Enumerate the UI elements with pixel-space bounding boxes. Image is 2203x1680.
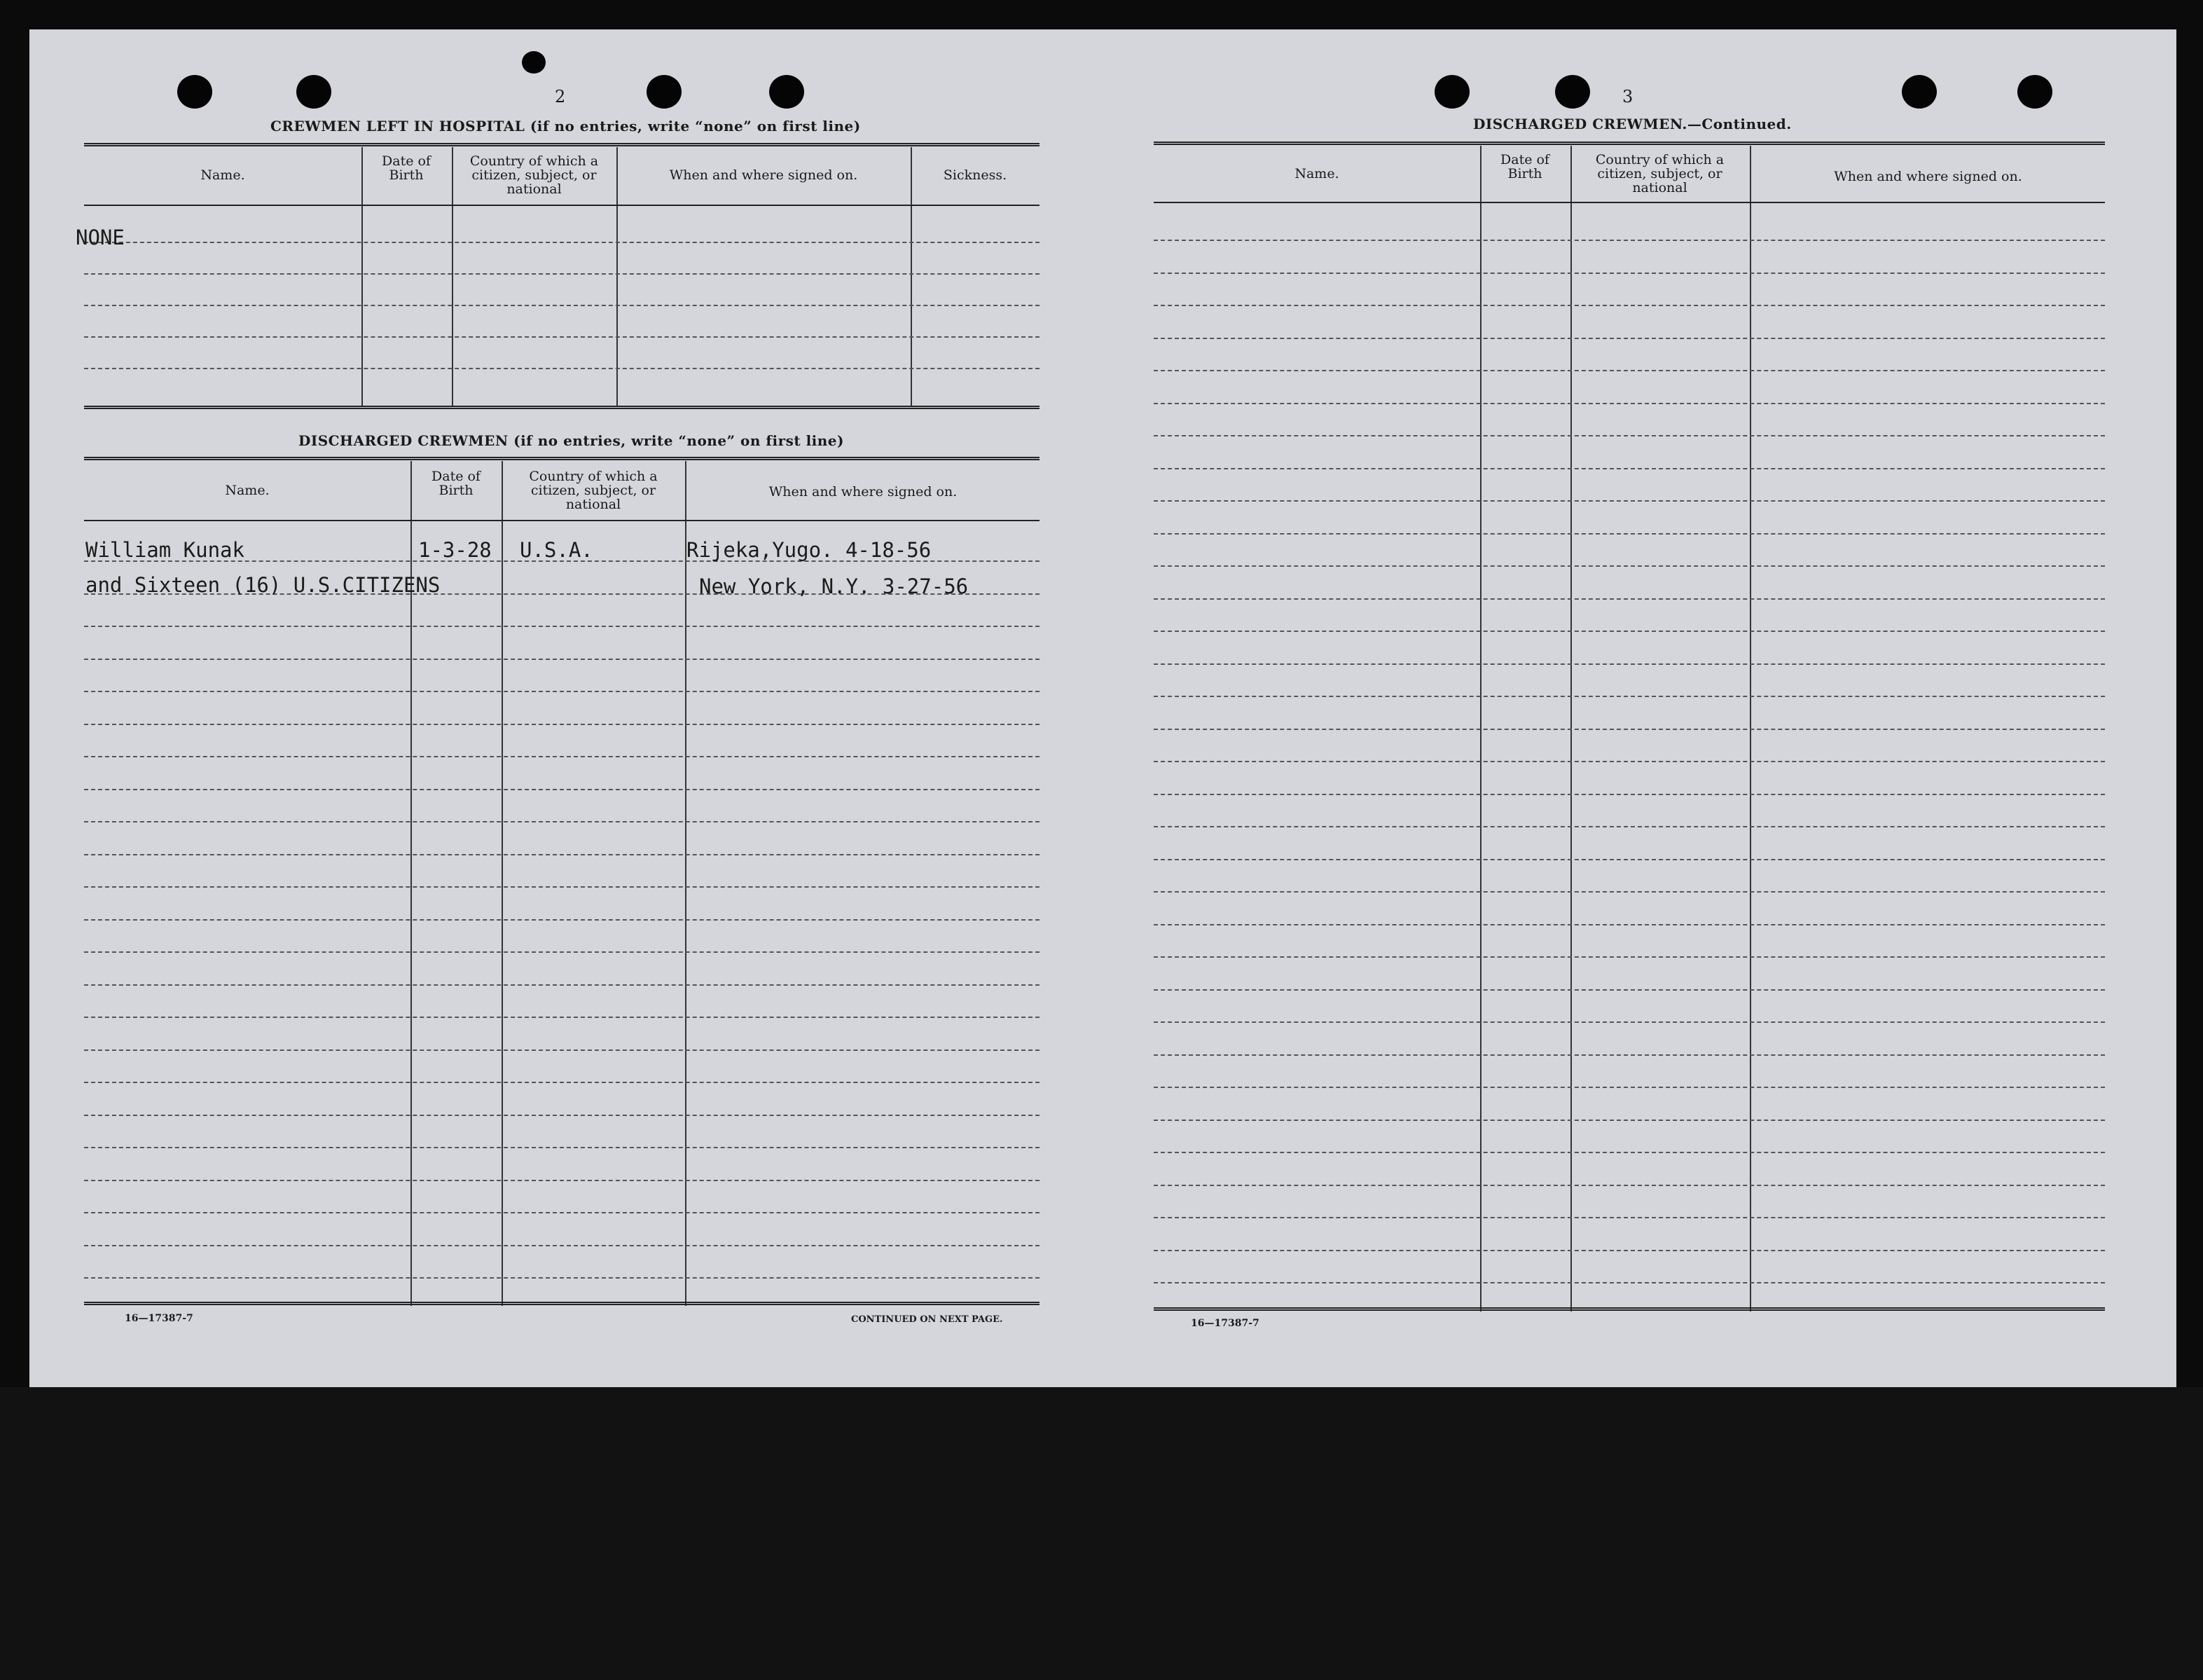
row-line — [84, 821, 1040, 822]
discharged-title: DISCHARGED CREWMEN — [298, 432, 509, 449]
row-line — [1154, 565, 2105, 567]
hospital-header-rule — [84, 205, 1040, 206]
discharged-section-title — [298, 432, 844, 449]
right-title-suffix: —Continued. — [1687, 116, 1792, 132]
row-line — [1154, 826, 2105, 827]
row-line — [1154, 1152, 2105, 1153]
right-col-country: Country of which a citizen, subject, or national — [1595, 152, 1725, 195]
row-line — [1154, 794, 2105, 795]
row-line — [1154, 1217, 2105, 1218]
row-line — [1154, 240, 2105, 241]
hospital-col-sickness: Sickness. — [943, 167, 1007, 183]
discharged-bottom-rule — [84, 1302, 1040, 1305]
discharged-row-2-name: and Sixteen (16) U.S.CITIZENS — [85, 573, 441, 597]
right-col-dob: Date of Birth — [1500, 152, 1549, 181]
row-line — [1154, 924, 2105, 925]
hospital-section-title — [270, 118, 861, 135]
row-line — [1154, 859, 2105, 860]
row-line — [1154, 468, 2105, 469]
discharged-row-2-signed-on: New York, N.Y. 3-27-56 — [699, 574, 969, 598]
row-line — [1154, 761, 2105, 762]
right-col-when: When and where signed on. — [1834, 169, 2022, 184]
row-line — [1154, 1021, 2105, 1023]
row-line — [1154, 1120, 2105, 1121]
hospital-entry-none: NONE — [76, 226, 125, 249]
row-line — [1154, 956, 2105, 958]
row-line — [84, 659, 1040, 660]
row-line — [84, 984, 1040, 986]
discharged-note: (if no entries, write “none” on first line) — [513, 432, 844, 449]
row-line — [1154, 1250, 2105, 1251]
row-line — [84, 1017, 1040, 1018]
row-line — [1154, 663, 2105, 665]
row-line — [84, 1049, 1040, 1051]
row-line — [84, 1082, 1040, 1083]
row-line — [84, 854, 1040, 855]
row-line — [84, 242, 1040, 243]
hospital-bottom-rule — [84, 406, 1040, 409]
row-line — [1154, 729, 2105, 730]
right-top-rule — [1154, 142, 2105, 145]
row-line — [84, 1245, 1040, 1246]
row-line — [1154, 403, 2105, 404]
discharged-row-1-signed-on: Rijeka,Yugo. 4-18-56 — [686, 538, 932, 562]
hospital-title: CREWMEN LEFT IN HOSPITAL — [270, 118, 525, 135]
right-header-rule — [1154, 202, 2105, 203]
punch-hole — [177, 75, 212, 109]
discharged-col-dob: Date of Birth — [431, 469, 481, 498]
right-col-name: Name. — [1294, 166, 1339, 181]
punch-hole — [522, 51, 546, 74]
page-number: 2 — [555, 87, 566, 106]
document-sheet — [29, 29, 2176, 1387]
row-line — [1154, 370, 2105, 371]
hospital-note: (if no entries, write “none” on first line) — [530, 118, 861, 135]
row-line — [84, 273, 1040, 275]
hospital-col-country: Country of which a citizen, subject, or national — [469, 153, 599, 197]
punch-hole — [769, 75, 804, 109]
continued-note: CONTINUED ON NEXT PAGE. — [851, 1314, 1003, 1325]
row-line — [84, 789, 1040, 790]
row-line — [1154, 891, 2105, 893]
right-section-title — [1473, 116, 1792, 132]
discharged-col-country: Country of which a citizen, subject, or national — [529, 469, 658, 512]
discharged-header-rule — [84, 520, 1040, 521]
discharged-row-1-country: U.S.A. — [520, 538, 593, 562]
row-line — [1154, 1282, 2105, 1283]
hospital-col-name: Name. — [200, 167, 245, 183]
punch-hole — [296, 75, 331, 109]
hospital-top-rule — [84, 143, 1040, 146]
row-line — [84, 756, 1040, 757]
row-line — [84, 1277, 1040, 1279]
row-line — [84, 1212, 1040, 1213]
scanner-background — [0, 1387, 2203, 1680]
discharged-col-name: Name. — [225, 483, 270, 498]
punch-hole — [2017, 75, 2052, 109]
row-line — [84, 886, 1040, 888]
row-line — [84, 626, 1040, 627]
row-line — [84, 1147, 1040, 1148]
punch-hole — [1555, 75, 1590, 109]
punch-hole — [1435, 75, 1470, 109]
row-line — [1154, 1185, 2105, 1186]
punch-hole — [647, 75, 682, 109]
right-bottom-rule — [1154, 1307, 2105, 1311]
row-line — [1154, 696, 2105, 697]
right-form-number: 16—17387-7 — [1191, 1318, 1259, 1329]
row-line — [84, 1115, 1040, 1116]
row-line — [1154, 989, 2105, 991]
row-line — [1154, 305, 2105, 306]
row-line — [84, 305, 1040, 306]
page-number: 3 — [1622, 87, 1634, 106]
row-line — [1154, 435, 2105, 436]
discharged-top-rule — [84, 457, 1040, 460]
row-line — [1154, 500, 2105, 502]
left-form-number: 16—17387-7 — [125, 1313, 193, 1324]
row-line — [84, 951, 1040, 953]
hospital-col-dob: Date of Birth — [382, 153, 431, 183]
right-title: DISCHARGED CREWMEN. — [1473, 116, 1687, 132]
row-line — [1154, 1087, 2105, 1088]
row-line — [84, 724, 1040, 725]
row-line — [84, 919, 1040, 921]
row-line — [1154, 533, 2105, 535]
row-line — [1154, 1054, 2105, 1056]
discharged-col-when: When and where signed on. — [768, 484, 958, 500]
discharged-row-1-name: William Kunak — [85, 538, 244, 562]
row-line — [1154, 631, 2105, 632]
discharged-row-1-dob: 1-3-28 — [418, 538, 492, 562]
row-line — [1154, 338, 2105, 339]
row-line — [84, 368, 1040, 369]
hospital-col-when: When and where signed on. — [669, 167, 858, 183]
row-line — [1154, 598, 2105, 600]
row-line — [84, 336, 1040, 338]
row-line — [1154, 273, 2105, 274]
row-line — [84, 691, 1040, 692]
punch-hole — [1902, 75, 1937, 109]
row-line — [84, 1180, 1040, 1181]
